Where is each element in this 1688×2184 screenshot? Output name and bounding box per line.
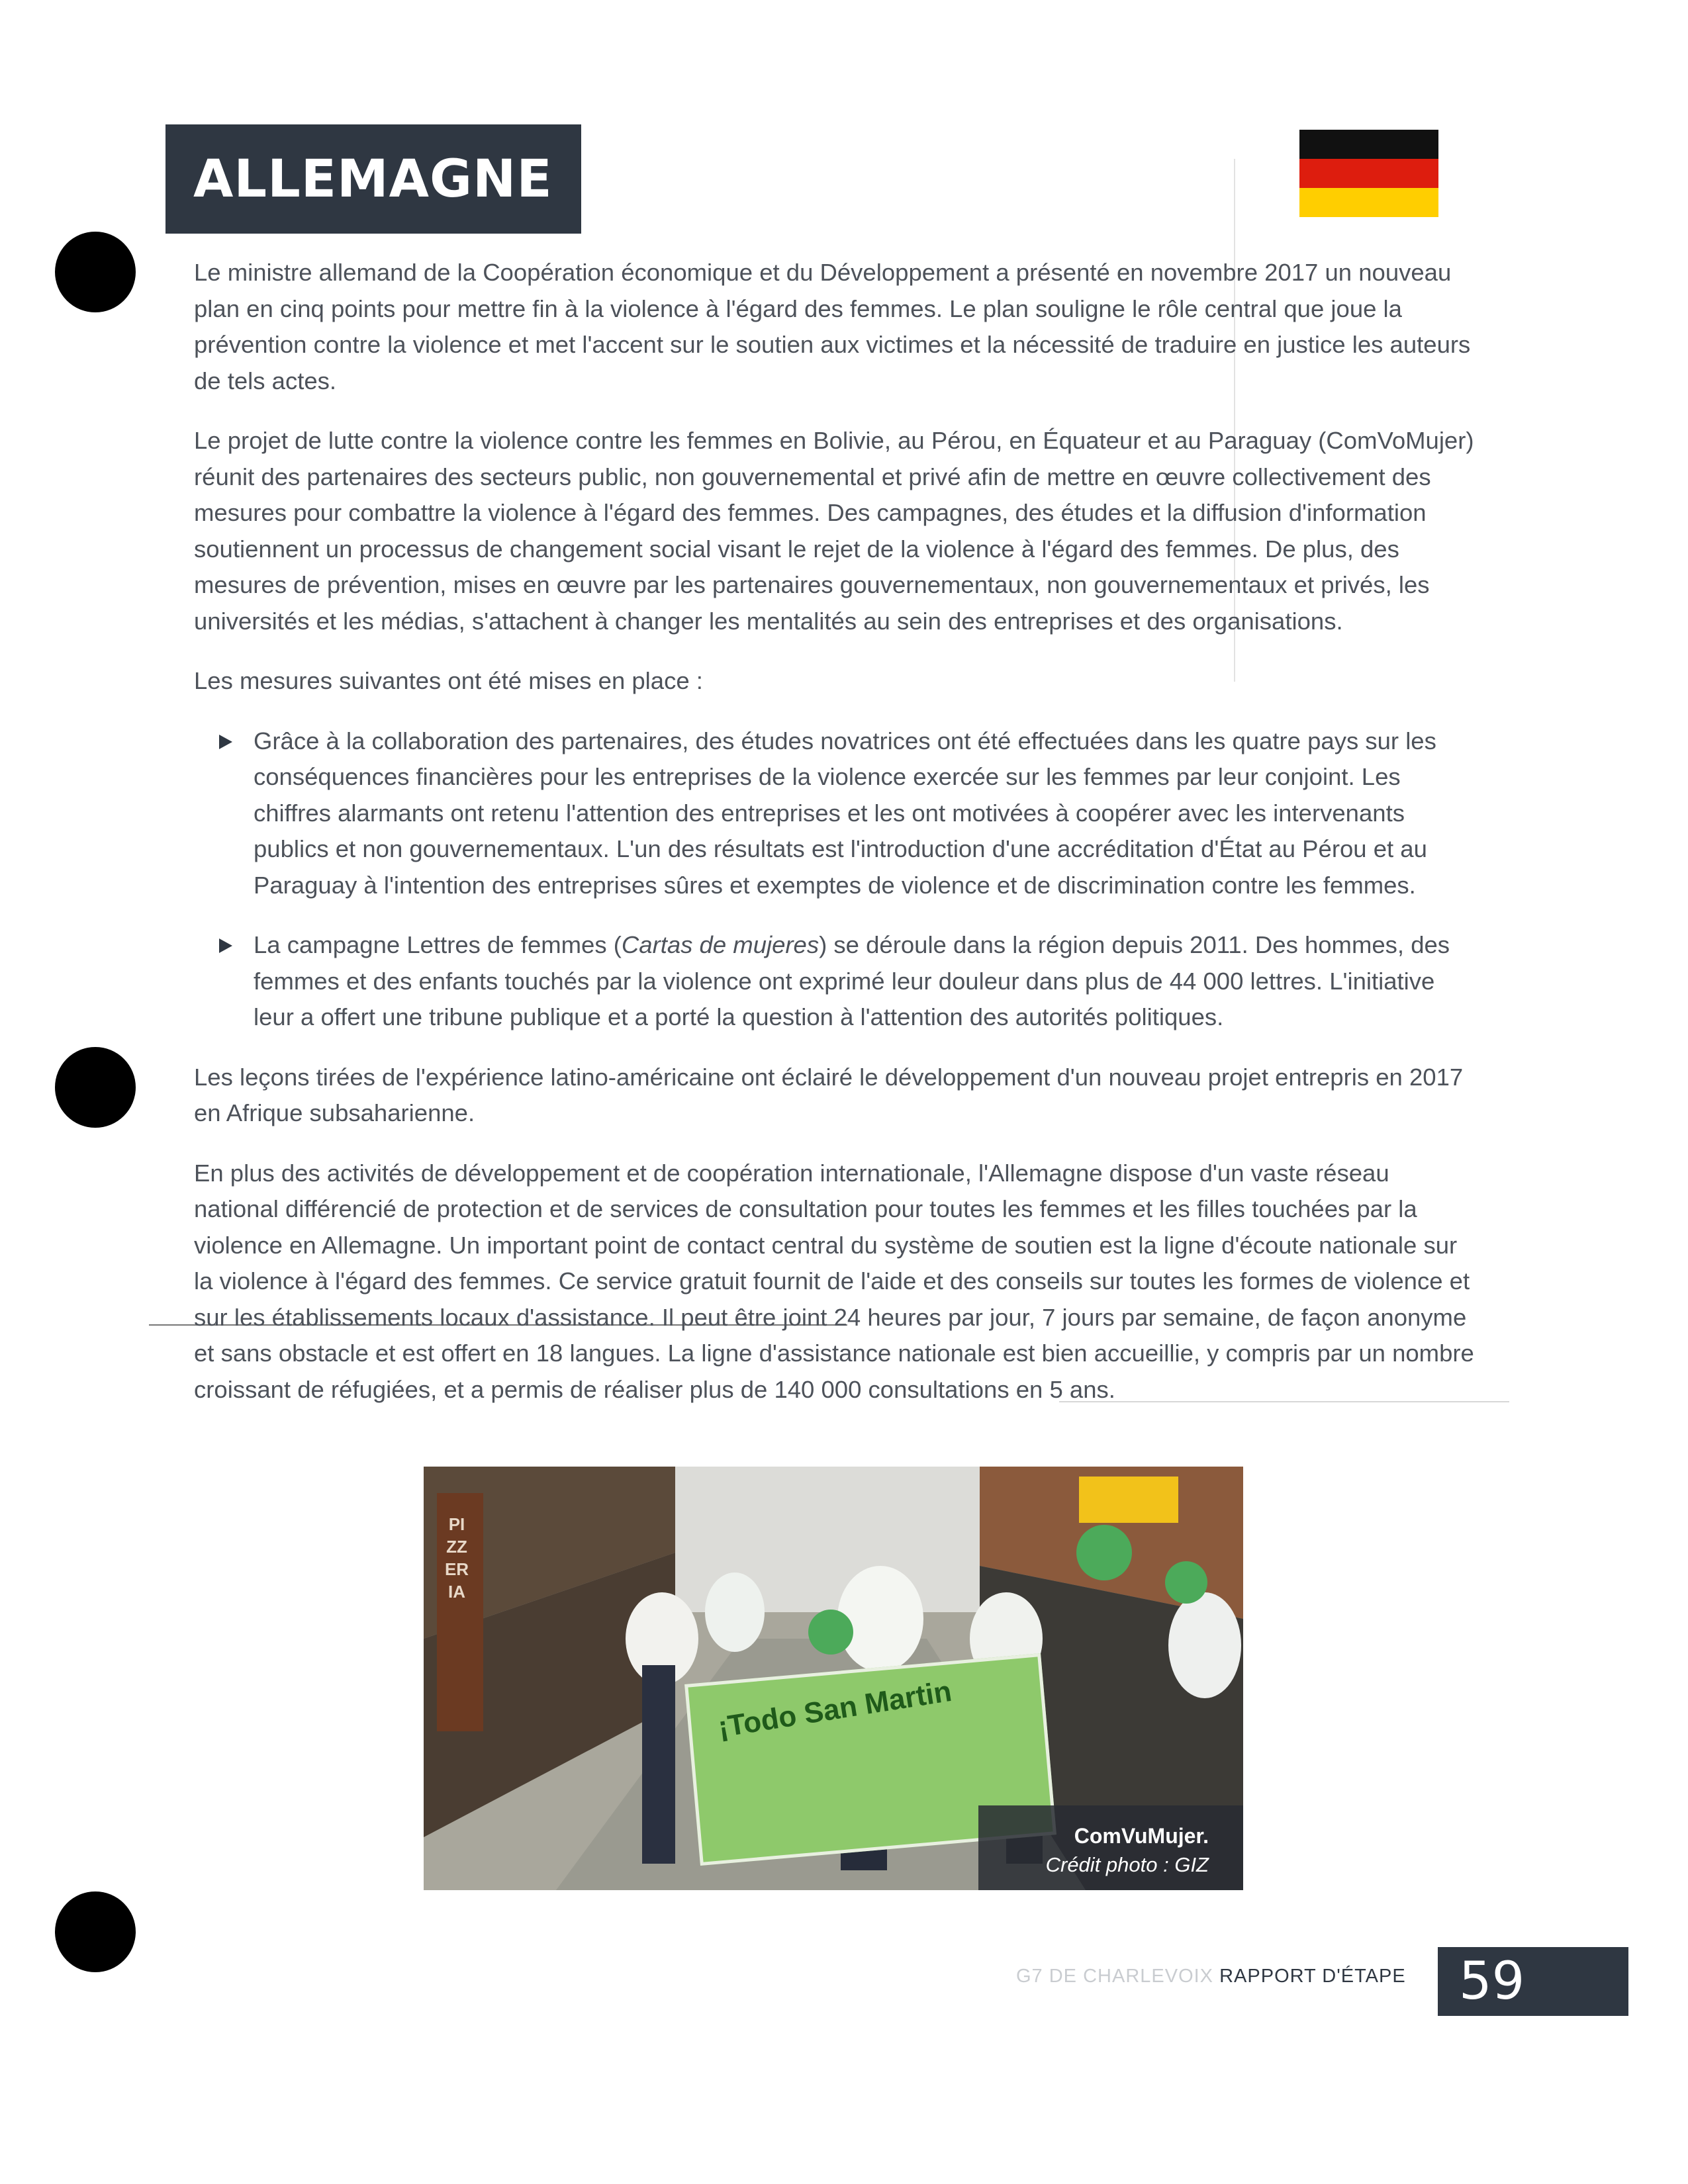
list-item bbox=[194, 723, 1475, 904]
flag-stripe-black bbox=[1299, 130, 1438, 159]
list-item-text: Grâce à la collaboration des partenaires, des études novatrices ont été effectuées dans les quatre pays sur les conséquences financières pour les entreprises de la violence exercée sur les femmes par leur conjoint. Les chiffres alarmants ont retenu l'attention des entreprises et les ont motivées à coopérer avec les intervenants publics et non gouvernementaux. L'un des résultats est l'introduction d'une accréditation d'État au Pérou et au Paraguay à l'intention des entreprises sûres et exemptes de violence et de discrimination contre les femmes. bbox=[254, 727, 1436, 899]
paragraph-4: Les leçons tirées de l'expérience latino-américaine ont éclairé le développement d'un nouveau projet entrepris en 2017 en Afrique subsaharienne. bbox=[194, 1063, 1464, 1126]
photo-caption bbox=[978, 1805, 1243, 1890]
list-item-text-pre: La campagne Lettres de femmes ( bbox=[254, 931, 622, 958]
paragraph-3: Les mesures suivantes ont été mises en place : bbox=[194, 667, 703, 694]
page-number: 59 bbox=[1459, 1952, 1525, 2011]
triangle-bullet-icon bbox=[219, 735, 232, 749]
measures-list bbox=[194, 723, 1475, 1036]
caption-credit: Crédit photo : GIZ bbox=[1045, 1853, 1209, 1876]
flag-stripe-red bbox=[1299, 159, 1438, 188]
punch-hole-middle bbox=[55, 1047, 136, 1128]
page-number-box bbox=[1438, 1947, 1628, 2016]
footer-series-label: RAPPORT D'ÉTAPE bbox=[1219, 1966, 1406, 1987]
list-item bbox=[194, 927, 1475, 1036]
section-title-box bbox=[165, 124, 581, 234]
punch-hole-bottom bbox=[55, 1891, 136, 1972]
footer-series-faded: G7 DE CHARLEVOIX bbox=[1016, 1966, 1214, 1987]
list-item-text-italic: Cartas de mujeres bbox=[621, 931, 820, 958]
pizzeria-sign: PIZZERIA bbox=[444, 1514, 469, 1602]
triangle-bullet-icon bbox=[219, 938, 232, 953]
section-title: ALLEMAGNE bbox=[193, 149, 553, 209]
caption-title: ComVuMujer. bbox=[1074, 1824, 1209, 1848]
punch-hole-top bbox=[55, 232, 136, 312]
banner-text: ¡Todo San Martin bbox=[716, 1674, 954, 1744]
list-item-text-post: ) se déroule dans la région depuis 2011. Des hommes, des femmes et des enfants touchés par la violence ont exprimé leur douleur dans plus de 44 000 lettres. L'initiative leur a offert une tribune publique et a porté la question à l'attention des autorités politiques. bbox=[254, 931, 1450, 1030]
body-text bbox=[194, 255, 1475, 1432]
paragraph-1: Le ministre allemand de la Coopération économique et du Développement a présenté en novembre 2017 un nouveau plan en cinq points pour mettre fin à la violence à l'égard des femmes. Le plan souligne le rôle central que joue la prévention contre la violence et met l'accent sur le soutien aux victimes et la nécessité de traduire en justice les auteurs de tels actes. bbox=[194, 259, 1471, 394]
germany-flag-icon bbox=[1299, 130, 1438, 217]
march-photo bbox=[424, 1467, 1243, 1890]
flag-stripe-gold bbox=[1299, 188, 1438, 217]
paragraph-5: En plus des activités de développement et de coopération internationale, l'Allemagne dispose d'un vaste réseau national différencié de protection et de services de consultation pour toutes les femmes et les filles touchées par la violence en Allemagne. Un important point de contact central du système de soutien est la ligne d'écoute nationale sur la violence à l'égard des femmes. Ce service gratuit fournit de l'aide et des conseils sur toutes les formes de violence et sur les établissements locaux d'assistance. Il peut être joint 24 heures par jour, 7 jours par semaine, de façon anonyme et sans obstacle et est offert en 18 langues. La ligne d'assistance nationale est bien accueillie, y compris par un nombre croissant de réfugiées, et a permis de réaliser plus de 140 000 consultations en 5 ans. bbox=[194, 1159, 1474, 1403]
paragraph-2: Le projet de lutte contre la violence contre les femmes en Bolivie, au Pérou, en Équateur et au Paraguay (ComVoMujer) réunit des partenaires des secteurs public, non gouvernemental et privé afin de mettre en œuvre collectivement des mesures pour combattre la violence à l'égard des femmes. Des campagnes, des études et la diffusion d'information soutiennent un processus de changement social visant le rejet de la violence à l'égard des femmes. De plus, des mesures de prévention, mises en œuvre par les partenaires gouvernementaux, non gouvernementaux et privés, les universités et les médias, s'attachent à changer les mentalités au sein des entreprises et des organisations. bbox=[194, 427, 1474, 635]
footer-series bbox=[1016, 1966, 1406, 1987]
